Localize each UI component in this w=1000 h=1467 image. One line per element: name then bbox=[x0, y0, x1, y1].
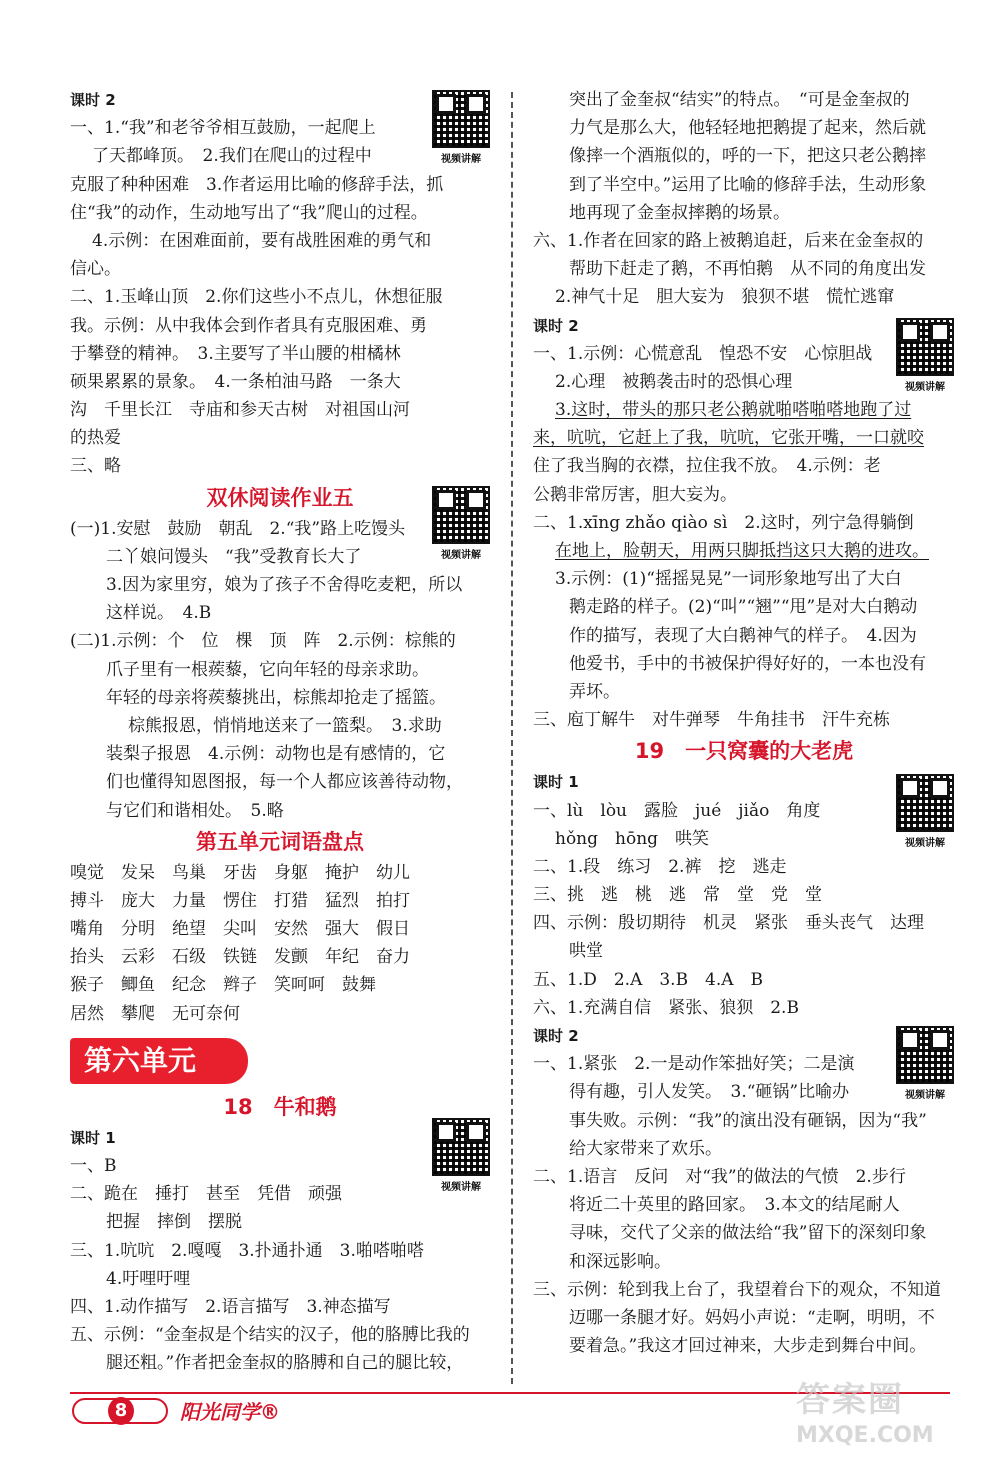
answer-line: 4.吁哩吁哩 bbox=[106, 1268, 191, 1289]
answer-line: 一、1.“我”和老爷爷相互鼓励，一起爬上 bbox=[70, 118, 376, 139]
answer-line: 三、略 bbox=[70, 456, 121, 477]
answer-line: 于攀登的精神。 3.主要写了半山腰的柑橘林 bbox=[70, 343, 401, 364]
answer-line: hǒng hōng 哄笑 bbox=[555, 828, 710, 849]
answer-line: 嗅觉 发呆 鸟巢 牙齿 身躯 掩护 幼儿 bbox=[70, 862, 410, 883]
answer-line: (二)1.示例：个 位 棵 顶 阵 2.示例：棕熊的 bbox=[70, 631, 456, 652]
qr-code-icon[interactable] bbox=[432, 486, 490, 544]
qr-code-icon[interactable] bbox=[432, 1118, 490, 1176]
answer-line: 装梨子报恩 4.示例：动物也是有感情的，它 bbox=[106, 744, 446, 765]
answer-line: 二、跪在 捶打 甚至 凭借 顽强 bbox=[70, 1184, 342, 1205]
answer-line: 二、1.xīng zhǎo qiào sì 2.这时，列宁急得躺倒 bbox=[533, 512, 914, 533]
right-column bbox=[533, 86, 955, 1360]
watermark-text: 答案圈 bbox=[796, 1380, 904, 1420]
answer-line: 三、庖丁解牛 对牛弹琴 牛角挂书 汗牛充栋 bbox=[533, 710, 890, 731]
answer-line: 像摔一个酒瓶似的，呼的一下，把这只老公鹅摔 bbox=[569, 146, 926, 167]
qr-label: 视频讲解 bbox=[441, 1182, 481, 1193]
answer-line: 二、1.玉峰山顶 2.你们这些小不点儿，休想征服 bbox=[70, 287, 443, 308]
answer-line: 将近二十英里的路回家。 3.本文的结尾耐人 bbox=[569, 1195, 900, 1216]
answer-line: 五、1.D 2.A 3.B 4.A B bbox=[533, 969, 764, 990]
answer-line: 与它们和谐相处。 5.略 bbox=[106, 800, 284, 821]
answer-line: 把握 摔倒 摆脱 bbox=[106, 1212, 242, 1233]
lesson-18-answers bbox=[70, 1124, 490, 1378]
answer-line: 在地上，脸朝天，用两只脚抵挡这只大鹅的进攻。 bbox=[555, 541, 929, 561]
lesson-19-title: 19 一只窝囊的大老虎 bbox=[634, 739, 854, 764]
answer-line: 4.示例：在困难面前，要有战胜困难的勇气和 bbox=[92, 230, 432, 251]
answer-line: 事失败。示例：“我”的演出没有砸锅，因为“我” bbox=[569, 1110, 927, 1131]
answer-line: 三、1.吭吭 2.嘎嘎 3.扑通扑通 3.啪嗒啪嗒 bbox=[70, 1240, 424, 1261]
answer-line: 五、示例：“金奎叔是个结实的汉子，他的胳膊比我的 bbox=[70, 1325, 470, 1346]
answer-line: 住“我”的动作，生动地写出了“我”爬山的过程。 bbox=[70, 202, 428, 223]
answer-line: 们也懂得知恩图报，每一个人都应该善待动物， bbox=[106, 772, 463, 793]
answer-line: 要着急。”我这才回过神来，大步走到舞台中间。 bbox=[569, 1336, 927, 1357]
answer-line: 一、lù lòu 露脸 jué jiǎo 角度 bbox=[533, 800, 821, 821]
answer-line: 我。示例：从中我体会到作者具有克服困难、勇 bbox=[70, 315, 427, 336]
answer-line: 住了我当胸的衣襟，拉住我不放。 4.示例：老 bbox=[533, 456, 881, 477]
lesson-18-title: 18 牛和鹅 bbox=[223, 1094, 337, 1119]
qr-code-icon[interactable] bbox=[896, 1026, 954, 1084]
answer-line: 一、B bbox=[70, 1156, 117, 1176]
answer-line: 迈哪一条腿才好。妈妈小声说：“走啊，明明，不 bbox=[569, 1307, 935, 1328]
watermark-url: MXQE.COM bbox=[796, 1423, 934, 1448]
left-column bbox=[70, 86, 490, 1378]
answer-line: 年轻的母亲将蒺藜挑出，棕熊却抢走了摇篮。 bbox=[106, 687, 446, 708]
answer-line: 来，吭吭，它赶上了我，吭吭，它张开嘴，一口就咬 bbox=[533, 428, 924, 449]
qr-code-icon[interactable] bbox=[432, 90, 490, 148]
answer-line: 二、1.段 练习 2.裤 挖 逃走 bbox=[533, 856, 787, 877]
answer-line: 嘴角 分明 绝望 尖叫 安然 强大 假日 bbox=[70, 919, 410, 940]
answer-line: 沟 千里长江 寺庙和参天古树 对祖国山河 bbox=[70, 400, 410, 421]
page-number: 8 bbox=[108, 1397, 134, 1425]
answer-line: 哄堂 bbox=[569, 941, 603, 962]
answer-line: 2.神气十足 胆大妄为 狼狈不堪 慌忙逃窜 bbox=[555, 287, 895, 308]
unit-banner: 第六单元 bbox=[70, 1038, 248, 1084]
answer-line: 3.因为家里穷，娘为了孩子不舍得吃麦粑，所以 bbox=[106, 575, 463, 595]
right-answers bbox=[533, 86, 955, 734]
answer-line: 作的描写，表现了大白鹅神气的样子。 4.因为 bbox=[569, 625, 917, 646]
answer-line: 一、1.示例：心慌意乱 惶恐不安 心惊胆战 bbox=[533, 343, 873, 364]
lesson-period-label: 课时 2 bbox=[70, 91, 116, 109]
answer-line: 得有趣，引人发笑。 3.“砸锅”比喻办 bbox=[569, 1082, 850, 1103]
answer-line: 硕果累累的景象。 4.一条柏油马路 一条大 bbox=[70, 371, 401, 392]
answer-line: 帮助下赶走了鹅，不再怕鹅 从不同的角度出发 bbox=[569, 259, 926, 280]
qr-label: 视频讲解 bbox=[905, 838, 945, 849]
answer-line: 3.这时，带头的那只老公鹅就啪嗒啪嗒地跑了过 bbox=[555, 400, 912, 421]
answer-line: 二丫娘问馒头 “我”受教育长大了 bbox=[106, 546, 362, 567]
brand-logo: 阳光同学® bbox=[180, 1400, 280, 1424]
watermark bbox=[796, 1378, 976, 1458]
qr-label: 视频讲解 bbox=[905, 1090, 945, 1101]
qr-code-icon[interactable] bbox=[896, 318, 954, 376]
answer-line: 3.示例：(1)“摇摇晃晃”一词形象地写出了大白 bbox=[555, 569, 902, 590]
lesson-19-answers bbox=[533, 768, 955, 1360]
answer-line: 突出了金奎叔“结实”的特点。 “可是金奎叔的 bbox=[569, 90, 910, 110]
answer-line: 信心。 bbox=[70, 259, 121, 280]
answer-line: 二、1.语言 反问 对“我”的做法的气愤 2.步行 bbox=[533, 1166, 906, 1187]
answer-line: 这样说。 4.B bbox=[106, 603, 212, 624]
answer-line: 2.心理 被鹅袭击时的恐惧心理 bbox=[555, 371, 793, 392]
answer-line: 给大家带来了欢乐。 bbox=[569, 1138, 722, 1159]
left-answers bbox=[70, 86, 490, 1028]
answer-line: 搏斗 庞大 力量 愣住 打猎 猛烈 拍打 bbox=[70, 890, 410, 911]
qr-label: 视频讲解 bbox=[441, 550, 481, 561]
answer-line: 三、挑 逃 桃 逃 常 堂 党 堂 bbox=[533, 885, 822, 906]
answer-line: 公鹅非常厉害，胆大妄为。 bbox=[533, 484, 737, 505]
answer-line: 棕熊报恩，悄悄地送来了一篮梨。 3.求助 bbox=[128, 715, 442, 736]
answer-line: 一、1.紧张 2.一是动作笨拙好笑；二是演 bbox=[533, 1054, 855, 1075]
qr-label: 视频讲解 bbox=[905, 382, 945, 393]
answer-line: 克服了种种困难 3.作者运用比喻的修辞手法，抓 bbox=[70, 174, 444, 195]
answer-line: 居然 攀爬 无可奈何 bbox=[70, 1003, 240, 1024]
qr-label: 视频讲解 bbox=[441, 154, 481, 165]
answer-line: 四、示例：殷切期待 机灵 紧张 垂头丧气 达理 bbox=[533, 913, 924, 934]
answer-line: 弄坏。 bbox=[569, 681, 620, 702]
answer-line: 四、1.动作描写 2.语言描写 3.神态描写 bbox=[70, 1296, 391, 1317]
section-title: 第五单元词语盘点 bbox=[196, 829, 364, 854]
answer-line: 和深远影响。 bbox=[569, 1251, 671, 1272]
answer-line: 的热爱 bbox=[70, 428, 121, 449]
answer-line: (一)1.安慰 鼓励 朝乱 2.“我”路上吃馒头 bbox=[70, 518, 406, 539]
column-divider bbox=[511, 92, 513, 1384]
lesson-period-label: 课时 1 bbox=[70, 1128, 116, 1147]
answer-line: 寻味，交代了父亲的做法给“我”留下的深刻印象 bbox=[569, 1223, 927, 1244]
answer-line: 地再现了金奎叔摔鹅的场景。 bbox=[569, 202, 790, 223]
qr-code-icon[interactable] bbox=[896, 774, 954, 832]
lesson-period-label: 课时 1 bbox=[533, 773, 579, 792]
answer-line: 鹅走路的样子。(2)“叫”“翘”“甩”是对大白鹅动 bbox=[569, 597, 918, 618]
answer-line: 他爱书，手中的书被保护得好好的，一本也没有 bbox=[569, 653, 926, 674]
lesson-period-label: 课时 2 bbox=[533, 316, 579, 335]
answer-line: 三、示例：轮到我上台了，我望着台下的观众，不知道 bbox=[533, 1279, 941, 1300]
section-title: 双休阅读作业五 bbox=[206, 485, 354, 510]
answer-line: 六、1.作者在回家的路上被鹅追赶，后来在金奎叔的 bbox=[533, 230, 924, 251]
answer-line: 力气是那么大，他轻轻地把鹅提了起来，然后就 bbox=[569, 118, 926, 139]
answer-line: 抬头 云彩 石级 铁链 发颤 年纪 奋力 bbox=[70, 947, 410, 968]
lesson-period-label: 课时 2 bbox=[533, 1027, 579, 1045]
answer-line: 猴子 鲫鱼 纪念 辫子 笑呵呵 鼓舞 bbox=[70, 975, 376, 996]
answer-line: 爪子里有一根蒺藜，它向年轻的母亲求助。 bbox=[106, 659, 429, 680]
answer-line: 了天都峰顶。 2.我们在爬山的过程中 bbox=[92, 146, 372, 167]
answer-line: 腿还粗。”作者把金奎叔的胳膊和自己的腿比较， bbox=[106, 1353, 464, 1374]
answer-line: 六、1.充满自信 紧张、狼狈 2.B bbox=[533, 997, 799, 1018]
answer-line: 到了半空中。”运用了比喻的修辞手法，生动形象 bbox=[569, 174, 927, 195]
